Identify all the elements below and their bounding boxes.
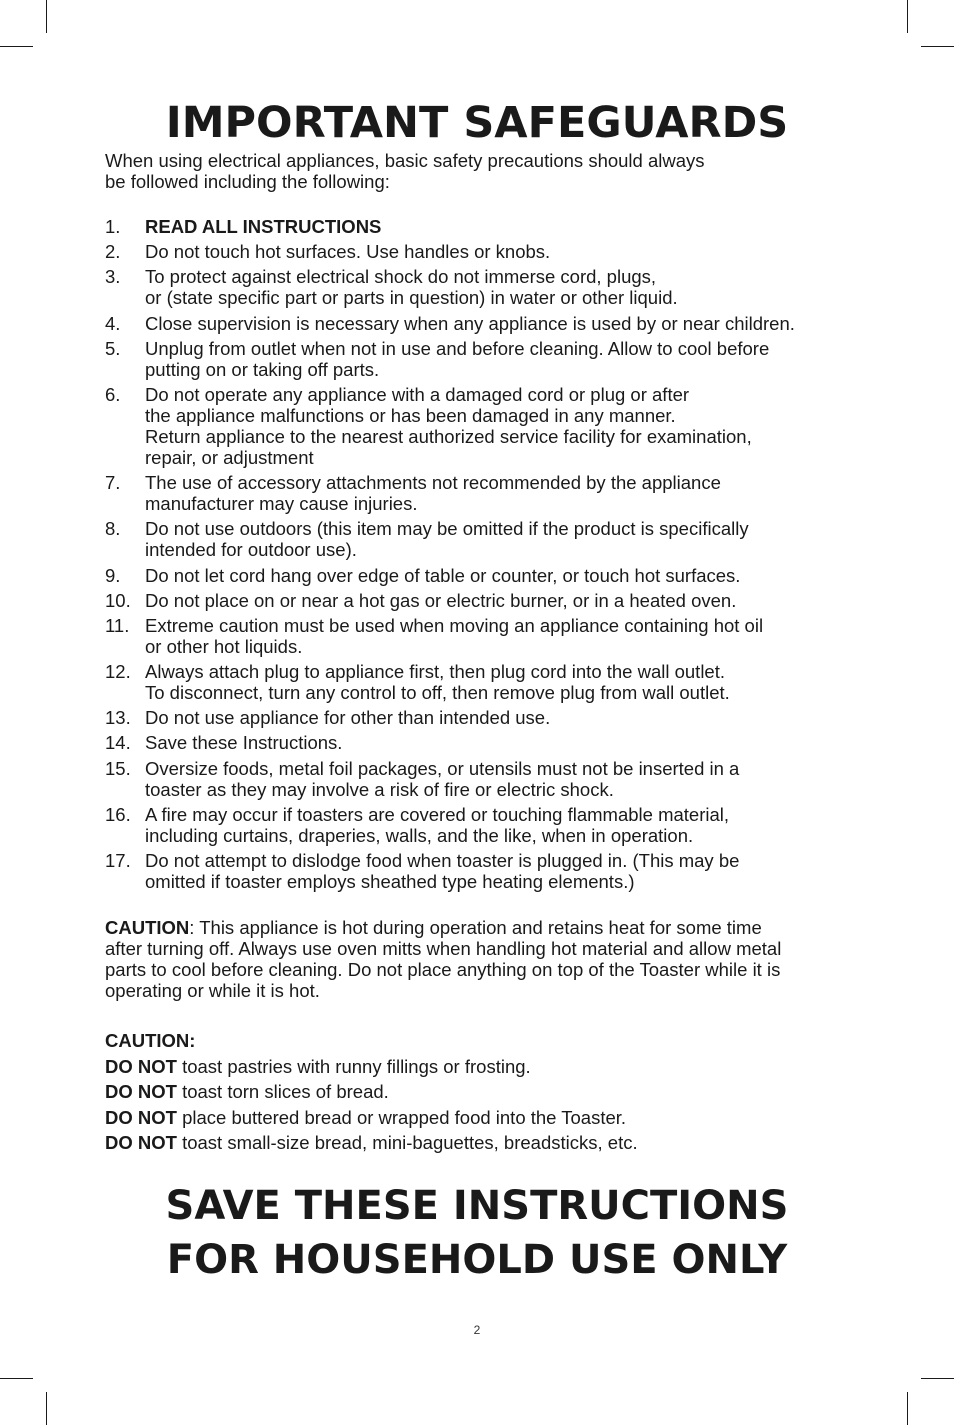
item-text-line: Do not operate any appliance with a damaged cord or plug or after bbox=[145, 383, 690, 405]
do-not-lead: DO NOT bbox=[105, 1055, 177, 1077]
item-text-line: The use of accessory attachments not recommended by the appliance bbox=[145, 472, 721, 494]
item-text-line: toaster as they may involve a risk of fire or electric shock. bbox=[145, 778, 614, 800]
do-not-row bbox=[105, 1056, 865, 1077]
do-not-text: toast pastries with runny fillings or frosting. bbox=[176, 1055, 531, 1077]
safeguard-item bbox=[105, 732, 855, 753]
safeguard-item bbox=[105, 661, 855, 703]
item-number: 8. bbox=[105, 518, 121, 540]
item-number: 16. bbox=[105, 803, 131, 825]
item-text-line: Always attach plug to appliance first, then plug cord into the wall outlet. bbox=[145, 661, 726, 683]
item-text-line: Oversize foods, metal foil packages, or utensils must not be inserted in a bbox=[145, 757, 740, 779]
item-text-line: Return appliance to the nearest authorized service facility for examination, bbox=[145, 425, 752, 447]
item-number: 1. bbox=[105, 216, 121, 237]
item-number: 3. bbox=[105, 266, 121, 288]
safeguard-item bbox=[105, 266, 855, 308]
item-text-line: Do not place on or near a hot gas or electric burner, or in a heated oven. bbox=[145, 589, 737, 611]
safeguard-item bbox=[105, 338, 855, 380]
intro-paragraph bbox=[105, 150, 845, 192]
item-text-line: Do not use appliance for other than intended use. bbox=[145, 707, 551, 729]
item-text-line: Do not use outdoors (this item may be omitted if the product is specifically bbox=[145, 518, 749, 540]
item-number: 5. bbox=[105, 337, 121, 359]
safeguard-item bbox=[105, 565, 855, 586]
item-number: 4. bbox=[105, 312, 121, 334]
do-not-row bbox=[105, 1132, 865, 1153]
safeguard-item bbox=[105, 758, 855, 800]
item-number: 11. bbox=[105, 614, 130, 636]
caution-label: CAUTION bbox=[105, 917, 190, 938]
item-text-line: or other hot liquids. bbox=[145, 635, 303, 657]
crop-mark-bottom-left-horizontal bbox=[0, 1378, 33, 1379]
page-title: IMPORTANT SAFEGUARDS bbox=[165, 98, 789, 148]
safeguard-item bbox=[105, 615, 855, 657]
caution-paragraph bbox=[105, 917, 865, 1001]
item-text-line: READ ALL INSTRUCTIONS bbox=[145, 216, 382, 237]
do-not-text: place buttered bread or wrapped food into the Toaster. bbox=[176, 1106, 627, 1128]
do-not-row bbox=[105, 1107, 865, 1128]
item-number: 17. bbox=[105, 850, 131, 871]
safeguard-item bbox=[105, 518, 855, 560]
safeguard-item bbox=[105, 804, 855, 846]
caution-heading: CAUTION: bbox=[105, 1030, 196, 1051]
caution-first-line bbox=[105, 917, 865, 938]
crop-mark-bottom-right-vertical bbox=[907, 1392, 908, 1425]
item-text-line: To protect against electrical shock do not immerse cord, plugs, bbox=[145, 266, 657, 288]
save-instructions-heading bbox=[0, 1179, 954, 1287]
do-not-row bbox=[105, 1081, 865, 1102]
item-number: 10. bbox=[105, 589, 131, 611]
item-text-line: Extreme caution must be used when moving an appliance containing hot oil bbox=[145, 614, 764, 636]
item-text-line: including curtains, draperies, walls, and the like, when in operation. bbox=[145, 824, 694, 846]
item-number: 15. bbox=[105, 757, 131, 779]
item-number: 2. bbox=[105, 241, 121, 263]
do-not-lead: DO NOT bbox=[105, 1106, 177, 1128]
crop-mark-top-left-vertical bbox=[46, 0, 47, 33]
item-text-line: Close supervision is necessary when any appliance is used by or near children. bbox=[145, 312, 795, 334]
item-text-line: manufacturer may cause injuries. bbox=[145, 493, 418, 515]
do-not-lead: DO NOT bbox=[105, 1081, 177, 1102]
item-text-line: To disconnect, turn any control to off, then remove plug from wall outlet. bbox=[145, 682, 730, 704]
item-text-line: omitted if toaster employs sheathed type heating elements.) bbox=[145, 871, 635, 892]
do-not-lead: DO NOT bbox=[105, 1132, 177, 1153]
page-number: 2 bbox=[473, 1323, 481, 1337]
safeguards-list bbox=[105, 216, 855, 896]
save-heading-line: FOR HOUSEHOLD USE ONLY bbox=[166, 1237, 788, 1283]
do-not-text: toast small-size bread, mini-baguettes, breadsticks, etc. bbox=[176, 1132, 638, 1153]
caution-do-not-section bbox=[105, 1030, 865, 1158]
save-heading-line: SAVE THESE INSTRUCTIONS bbox=[165, 1183, 789, 1229]
caution-line: operating or while it is hot. bbox=[105, 980, 320, 1001]
item-text-line: repair, or adjustment bbox=[145, 446, 314, 468]
item-text-line: putting on or taking off parts. bbox=[145, 358, 380, 380]
item-number: 12. bbox=[105, 661, 131, 683]
do-not-text: toast torn slices of bread. bbox=[176, 1081, 389, 1102]
safeguard-item bbox=[105, 590, 855, 611]
crop-mark-top-right-vertical bbox=[907, 0, 908, 33]
item-number: 13. bbox=[105, 707, 131, 729]
intro-line: When using electrical appliances, basic safety precautions should always bbox=[105, 150, 705, 171]
item-number: 9. bbox=[105, 564, 121, 586]
intro-line: be followed including the following: bbox=[105, 171, 390, 192]
item-text-line: Save these Instructions. bbox=[145, 732, 343, 754]
item-text-line: Do not let cord hang over edge of table or counter, or touch hot surfaces. bbox=[145, 564, 741, 586]
crop-mark-top-right-horizontal bbox=[921, 46, 954, 47]
crop-mark-bottom-left-vertical bbox=[46, 1392, 47, 1425]
item-text-line: the appliance malfunctions or has been damaged in any manner. bbox=[145, 404, 676, 426]
caution-text: : This appliance is hot during operation and retains heat for some time bbox=[189, 917, 762, 938]
item-text-line: Do not attempt to dislodge food when toaster is plugged in. (This may be bbox=[145, 850, 740, 871]
caution-line: after turning off. Always use oven mitts when handling hot material and allow metal bbox=[105, 938, 782, 959]
safeguard-item bbox=[105, 472, 855, 514]
caution-line: parts to cool before cleaning. Do not place anything on top of the Toaster while it is bbox=[105, 959, 781, 980]
safeguard-item bbox=[105, 850, 855, 892]
item-text-line: A fire may occur if toasters are covered or touching flammable material, bbox=[145, 803, 730, 825]
crop-mark-bottom-right-horizontal bbox=[921, 1378, 954, 1379]
safeguard-item bbox=[105, 707, 855, 728]
safeguard-item bbox=[105, 216, 855, 237]
item-text-line: Do not touch hot surfaces. Use handles or knobs. bbox=[145, 241, 551, 263]
item-text-line: or (state specific part or parts in question) in water or other liquid. bbox=[145, 287, 678, 309]
item-number: 6. bbox=[105, 383, 121, 405]
crop-mark-top-left-horizontal bbox=[0, 46, 33, 47]
safeguard-item bbox=[105, 241, 855, 262]
safeguard-item bbox=[105, 384, 855, 468]
safeguard-item bbox=[105, 313, 855, 334]
item-text-line: intended for outdoor use). bbox=[145, 539, 357, 561]
item-number: 14. bbox=[105, 732, 131, 754]
item-number: 7. bbox=[105, 472, 121, 494]
item-text-line: Unplug from outlet when not in use and before cleaning. Allow to cool before bbox=[145, 337, 770, 359]
